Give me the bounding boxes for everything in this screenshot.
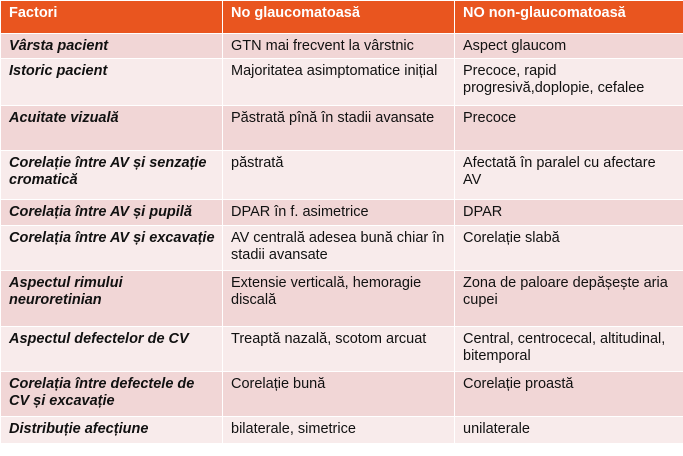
glaucomatous-cell: păstrată [223, 151, 455, 200]
glaucomatous-cell: Majoritatea asimptomatice inițial [223, 59, 455, 106]
table-row [1, 271, 683, 327]
table-row [1, 59, 683, 106]
table-row [1, 327, 683, 372]
table-row [1, 151, 683, 200]
non-glaucomatous-cell: Afectată în paralel cu afectare AV [455, 151, 683, 200]
non-glaucomatous-cell: Corelație proastă [455, 372, 683, 417]
glaucomatous-cell: DPAR în f. asimetrice [223, 200, 455, 226]
glaucomatous-cell: AV centrală adesea bună chiar în stadii avansate [223, 226, 455, 271]
table-header [1, 1, 683, 34]
glaucomatous-cell: Păstrată pînă în stadii avansate [223, 106, 455, 151]
non-glaucomatous-cell: unilaterale [455, 417, 683, 444]
table-row [1, 372, 683, 417]
table-row [1, 226, 683, 271]
factor-cell: Corelația între AV și excavație [1, 226, 223, 271]
header-row [1, 1, 683, 34]
glaucomatous-cell: bilaterale, simetrice [223, 417, 455, 444]
glaucomatous-cell: Treaptă nazală, scotom arcuat [223, 327, 455, 372]
non-glaucomatous-cell: Precoce [455, 106, 683, 151]
non-glaucomatous-cell: Central, centrocecal, altitudinal, bitemporal [455, 327, 683, 372]
non-glaucomatous-cell: Zona de paloare depășește aria cupei [455, 271, 683, 327]
table-body [1, 34, 683, 444]
table-row [1, 106, 683, 151]
header-glaucomatous: No glaucomatoasă [223, 1, 455, 34]
factor-cell: Vârsta pacient [1, 34, 223, 59]
factor-cell: Aspectul rimului neuroretinian [1, 271, 223, 327]
table-row [1, 34, 683, 59]
factor-cell: Aspectul defectelor de CV [1, 327, 223, 372]
table-row [1, 200, 683, 226]
header-factori: Factori [1, 1, 223, 34]
table-row [1, 417, 683, 444]
non-glaucomatous-cell: DPAR [455, 200, 683, 226]
factor-cell: Distribuție afecțiune [1, 417, 223, 444]
non-glaucomatous-cell: Aspect glaucom [455, 34, 683, 59]
factor-cell: Acuitate vizuală [1, 106, 223, 151]
factor-cell: Corelația între defectele de CV și excavație [1, 372, 223, 417]
glaucomatous-cell: GTN mai frecvent la vârstnic [223, 34, 455, 59]
header-non-glaucomatous: NO non-glaucomatoasă [455, 1, 683, 34]
non-glaucomatous-cell: Corelație slabă [455, 226, 683, 271]
factor-cell: Corelație între AV și senzație cromatică [1, 151, 223, 200]
factor-cell: Istoric pacient [1, 59, 223, 106]
factor-cell: Corelația între AV și pupilă [1, 200, 223, 226]
non-glaucomatous-cell: Precoce, rapid progresivă,doplopie, cefalee [455, 59, 683, 106]
glaucomatous-cell: Corelație bună [223, 372, 455, 417]
glaucomatous-cell: Extensie verticală, hemoragie discală [223, 271, 455, 327]
